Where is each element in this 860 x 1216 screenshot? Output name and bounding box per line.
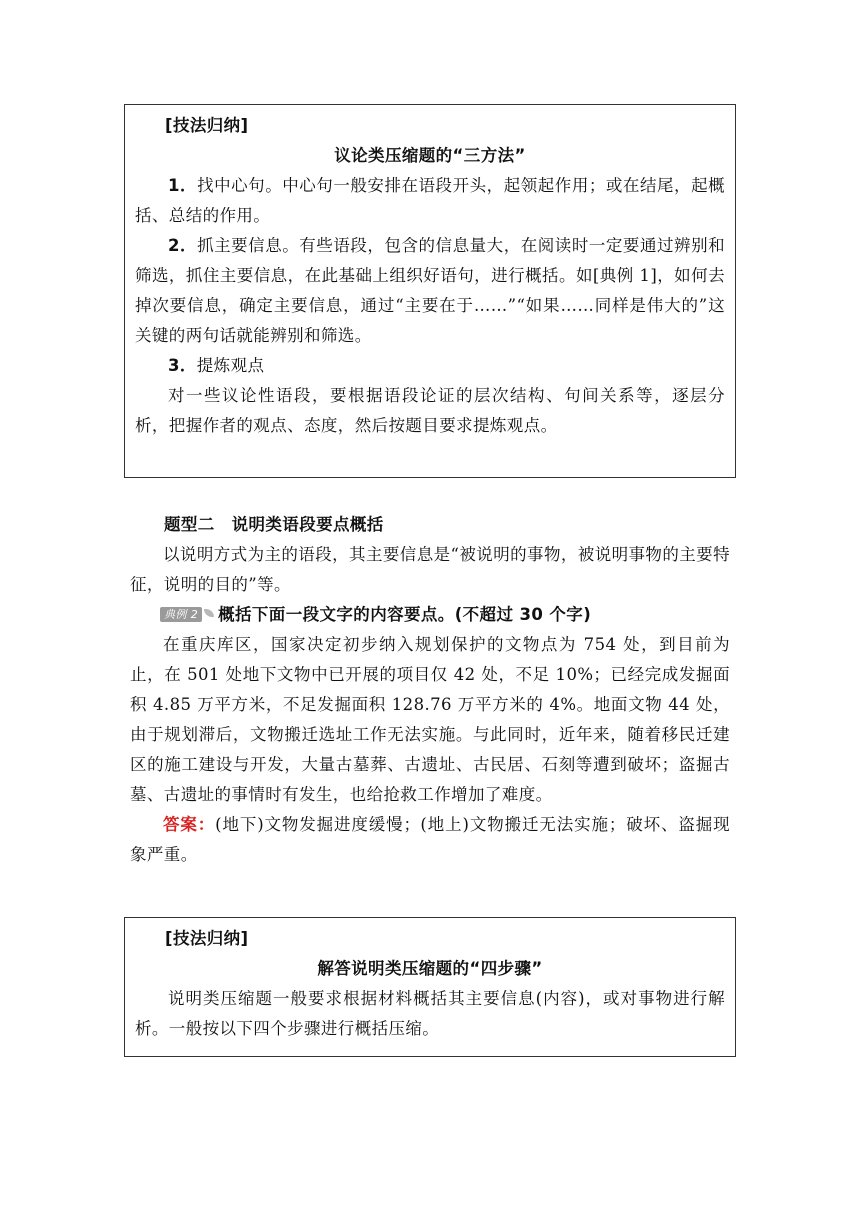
example-prompt-line [130, 600, 730, 630]
box-paragraph: 说明类压缩题一般要求根据材料概括其主要信息(内容)，或对事物进行解析。一般按以下四个步骤进行概括压缩。 [135, 989, 725, 1038]
technique-summary-box-1 [124, 104, 736, 478]
method-item-3-detail: 对一些议论性语段，要根据语段论证的层次结构、句间关系等，逐层分析，把握作者的观点、态度，然后按题目要求提炼观点。 [135, 386, 725, 435]
box-heading: 解答说明类压缩题的“四步骤” [317, 959, 543, 978]
method-item-2 [135, 231, 725, 351]
technique-tag: [技法归纳] [165, 116, 249, 135]
example-passage: 在重庆库区，国家决定初步纳入规划保护的文物点为 754 处，到目前为止，在 501 处地下文物中已开展的项目仅 42 处，不足 10%；已经完成发掘面积 4.85 万平方米，不足发掘面积 128.76 万平方米的 4%。地面文物 44 处，由于规划滞后，文物搬迁选址工作无法实施。与此同时，近年来，随着移民迁建区的施工建设与开发，大量古墓葬、古遗址、古民居、石刻等遭到破坏；盗掘古墓、古遗址的事情时有发生，也给抢救工作增加了难度。 [130, 635, 730, 804]
answer-text: (地下)文物发掘进度缓慢；(地上)文物搬迁无法实施；破坏、盗掘现象严重。 [130, 815, 730, 864]
item-text: 抓主要信息。有些语段，包含的信息量大，在阅读时一定要通过辨别和筛选，抓住主要信息，在此基础上组织好语句，进行概括。如[典例 1]，如何去掉次要信息，确定主要信息，通过“主要在于……”“如果……同样是伟大的”这关键的两句话就能辨别和筛选。 [135, 236, 726, 345]
section-intro: 以说明方式为主的语段，其主要信息是“被说明的事物，被说明事物的主要特征，说明的目的”等。 [130, 545, 730, 594]
example-badge: 典例 2 [160, 607, 202, 622]
item-number: 2． [168, 236, 198, 255]
leaf-icon [204, 609, 214, 617]
technique-tag: [技法归纳] [165, 929, 249, 948]
method-item-1 [135, 171, 725, 231]
technique-summary-box-2 [124, 917, 736, 1057]
answer-line [130, 810, 730, 870]
section-title: 题型二 说明类语段要点概括 [164, 515, 384, 534]
item-text: 提炼观点 [196, 356, 265, 375]
section-explanatory [130, 510, 730, 870]
item-number: 3． [168, 356, 197, 375]
example-prompt: 概括下面一段文字的内容要点。(不超过 30 个字) [218, 605, 592, 624]
item-text: 找中心句。中心句一般安排在语段开头，起领起作用；或在结尾，起概括、总结的作用。 [135, 176, 726, 225]
box-heading: 议论类压缩题的“三方法” [334, 146, 526, 165]
answer-label: 答案： [163, 815, 216, 834]
method-item-3 [135, 351, 725, 381]
item-number: 1． [168, 176, 198, 195]
